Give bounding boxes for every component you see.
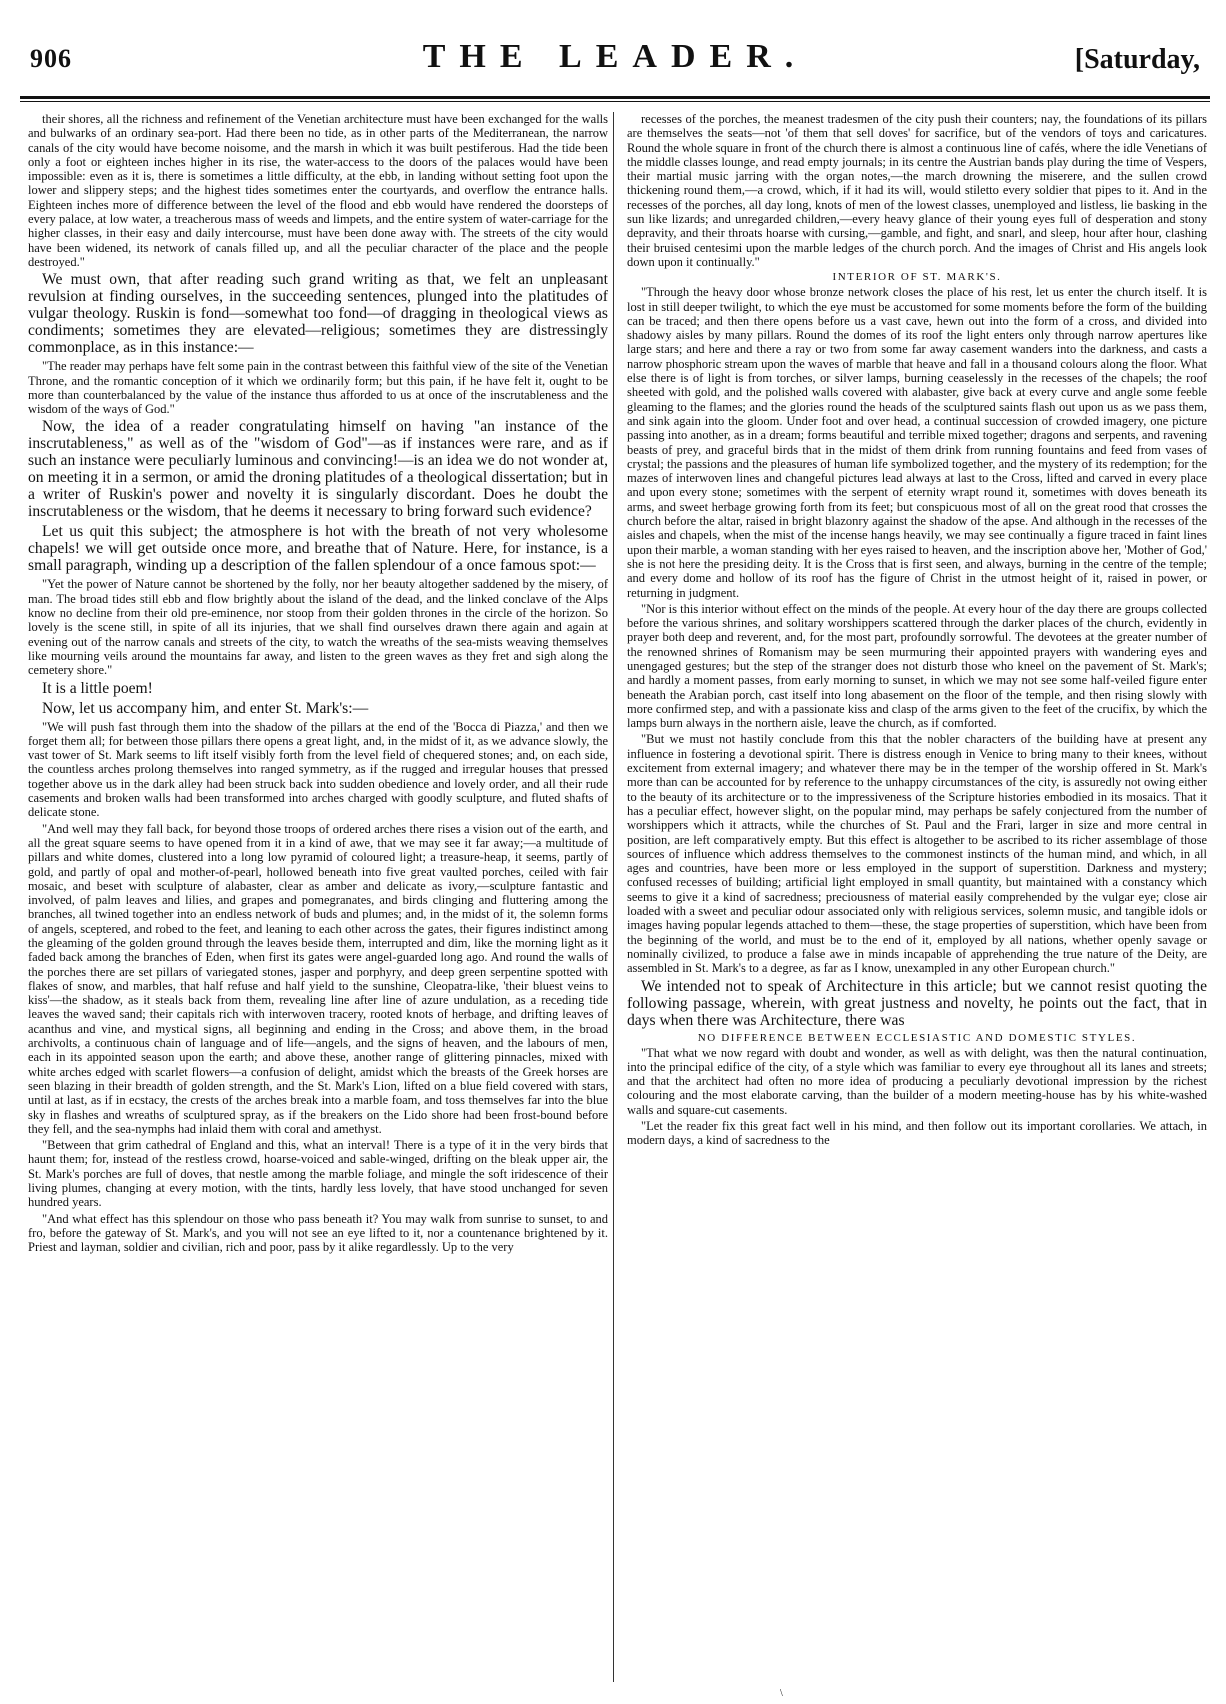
section-heading: INTERIOR OF ST. MARK'S. [832,271,1002,284]
left-column [28,112,608,1692]
quoted-paragraph: "And well may they fall back, for beyond those troops of ordered arches there rises a vision out of the earth, and all the great square seems to have opened from it in a kind of awe, that we may see it far away;—a multitude of pillars and white domes, clustered into a long low pyramid of coloured light; a treasure-heap, it seems, partly of gold, and partly of opal and mother-of-pearl, hollowed beneath into five great vaulted porches, ceiled with fair mosaic, and beset with sculpture of alabaster, clear as amber and delicate as ivory,—sculpture fantastic and involved, of palm leaves and lilies, and grapes and pomegranates, and birds clinging and fluttering among the branches, all twined together into an endless network of buds and plumes; and, in the midst of it, the solemn forms of angels, sceptered, and robed to the feet, and leaning to each other across the gates, their figures indistinct among the gleaming of the golden ground through the leaves beside them, interrupted and dim, like the morning light as it faded back among the branches of Eden, when first its gates were angel-guarded long ago. And round the walls of the porches there are set pillars of variegated stones, jasper and porphyry, and deep green serpentine spotted with flakes of snow, and marbles, that half refuse and half yield to the sunshine, Cleopatra-like, 'their bluest veins to kiss'—the shadow, as it steals back from them, revealing line after line of azure undulation, as a receding tide leaves the waved sand; their capitals rich with interwoven tracery, rooted knots of herbage, and drifting leaves of acanthus and vine, and mystical signs, all beginning and ending in the Cross; and above them, in the broad archivolts, a continuous chain of language and of life—angels, and the signs of heaven, and the labours of men, each in its appointed season upon the earth; and above these, another range of glittering pinnacles, mixed with white arches edged with scarlet flowers—a confusion of delight, amidst which the breasts of the Greek horses are seen blazing in their breadth of golden strength, and the St. Mark's Lion, lifted on a blue field covered with stars, until at last, as if in ecstacy, the crests of the arches break into a marble foam, and toss themselves far into the blue sky in flashes and wreaths of sculptured spray, as if the breakers on the Lido shore had been frost-bound before they fell, and the sea-nymphs had inlaid them with coral and amethyst. [28,821,608,1136]
quoted-paragraph: "Yet the power of Nature cannot be shortened by the folly, nor her beauty altogether saddened by the misery, of man. The broad tides still ebb and flow brightly about the island of the dead, and the linked conclave of the Alps know no decline from their old pre-eminence, nor stoop from their golden thrones in the circle of the horizon. So lovely is the scene still, in spite of all its injuries, that we shall find ourselves drawn there again and again at evening out of the narrow canals and streets of the city, to watch the wreaths of the sea-mists weaving themselves like mourning veils around the mountains far away, and listen to the green waves as they fret and sigh along the cemetery shore." [28,577,608,678]
masthead-rule-thin [20,101,1210,102]
quoted-paragraph: their shores, all the richness and refinement of the Venetian architecture must have been exchanged for the walls and bulwarks of an ordinary sea-port. Had there been no tide, as in other parts of the Mediterranean, the narrow canals of the city would have become noisome, and the marsh in which it was built pestiferous. Had the tide been only a foot or eighteen inches higher in its rise, the water-access to the doors of the palaces would have been impossible: even as it is, there is sometimes a little difficulty, at the ebb, in landing without setting foot upon the lower and slippery steps; and the highest tides sometimes enter the courtyards, and overflow the entrance halls. Eighteen inches more of difference between the level of the flood and ebb would have rendered the doorsteps of every palace, at low water, a treacherous mass of weeds and limpets, and the entire system of water-carriage for the higher classes, in their easy and daily intercourse, must have been done away with. The streets of the city would have been widened, its network of canals filled up, and all the peculiar character of the place and the people destroyed." [28,112,608,269]
body-paragraph: It is a little poem! [42,679,153,697]
section-heading: NO DIFFERENCE BETWEEN ECCLESIASTIC AND DOMESTIC STYLES. [697,1031,1137,1044]
body-paragraph: Let us quit this subject; the atmosphere is hot with the breath of not very wholesome chapels! we will get outside once more, and breathe that of Nature. Here, for instance, is a small paragraph, winding up a description of the fallen splendour of a once famous spot:— [28,523,608,575]
body-paragraph: Now, the idea of a reader congratulating himself on having "an instance of the inscrutableness," as well as of the "wisdom of God"—as if instances were rare, and as if such an instance were peculiarly luminous and convincing!—is an idea we do not wonder at, on meeting it in a sermon, or amid the droning platitudes of a theological dissertation; but in a writer of Ruskin's power and novelty it is singularly discordant. Does he doubt the inscrutableness or the wisdom, that he deems it necessary to bring forward such evidence? [28,418,608,521]
quoted-paragraph: "Nor is this interior without effect on the minds of the people. At every hour of the day there are groups collected before the various shrines, and solitary worshippers scattered through the darker places of the church, evidently in prayer both deep and reverent, and, for the most part, profoundly sorrowful. The devotees at the greater number of the renowned shrines of Romanism may be seen murmuring their appointed prayers with wandering eyes and unengaged gestures; but the step of the stranger does not disturb those who kneel on the pavement of St. Mark's; and hardly a moment passes, from early morning to sunset, in which we may not see some half-veiled figure enter beneath the Arabian porch, cast itself into long abasement on the floor of the temple, and then rising slowly with more confirmed step, and with a passionate kiss and clasp of the arms given to the feet of the crucifix, by which the lamps burn always in the northern aisle, leave the church, as if comforted. [627,601,1207,731]
footer-mark: \ [780,1688,783,1699]
column-divider [613,112,614,1682]
page-number: 906 [30,44,72,73]
quoted-paragraph: "And what effect has this splendour on those who pass beneath it? You may walk from sunrise to sunset, to and fro, before the gateway of St. Mark's, and you will not see an eye lifted to it, nor a countenance brightened by it. Priest and layman, soldier and civilian, rich and poor, pass by it alike regardlessly. Up to the very [28,1211,608,1255]
quoted-paragraph: "Let the reader fix this great fact well in his mind, and then follow out its important corollaries. We attach, in modern days, a kind of sacredness to the [627,1119,1207,1148]
right-column [627,112,1207,1692]
masthead-rule-thick [20,96,1210,99]
quoted-paragraph: recesses of the porches, the meanest tradesmen of the city push their counters; nay, the foundations of its pillars are themselves the seats—not 'of them that sell doves' for sacrifice, but of the vendors of toys and caricatures. Round the whole square in front of the church there is almost a continuous line of cafés, where the idle Venetians of the middle classes lounge, and read empty journals; in its centre the Austrian bands play during the time of Vespers, their martial music jarring with the organ notes,—the march drowning the miserere, and the sullen crowd thickening round them,—a crowd, which, if it had its will, would stiletto every soldier that pipes to it. And in the recesses of the porches, all day long, knots of men of the lowest classes, unemployed and listless, lie basking in the sun like lizards; and unregarded children,—every heavy glance of their young eyes full of desperation and stony depravity, and their throats hoarse with cursing,—gamble, and fight, and snarl, and sleep, hour after hour, clashing their bruised centesimi upon the marble ledges of the church porch. And the images of Christ and His angels look down upon it continually." [627,112,1207,269]
body-paragraph: We must own, that after reading such grand writing as that, we felt an unpleasant revulsion at finding ourselves, in the succeeding sentences, plunged into the platitudes of vulgar theology. Ruskin is fond—somewhat too fond—of dragging in theological views as condiments; sometimes they are elevated—religious; sometimes they are distressingly commonplace, as in this instance:— [28,271,608,357]
issue-day: [Saturday, [1074,44,1200,75]
quoted-paragraph: "The reader may perhaps have felt some pain in the contrast between this faithful view of the site of the Venetian Throne, and the romantic conception of it which we ordinarily form; but this pain, if he have felt it, ought to be more than counterbalanced by the value of the instance thus afforded to us at once of the inscrutableness and the wisdom of the ways of God." [28,359,608,417]
quoted-paragraph: "That what we now regard with doubt and wonder, as well as with delight, was then the natural continuation, into the principal edifice of the city, of a style which was familiar to every eye throughout all its lanes and streets; and that the architect had often no more idea of producing a peculiarly devotional impression by the richest colouring and the most elaborate carving, than the builder of a modern meeting-house has by his white-washed walls and square-cut casements. [627,1045,1207,1117]
body-paragraph: Now, let us accompany him, and enter St. Mark's:— [42,699,369,717]
quoted-paragraph: "Between that grim cathedral of England and this, what an interval! There is a type of it in the very birds that haunt them; for, instead of the restless crowd, hoarse-voiced and sable-winged, drifting on the bleak upper air, the St. Mark's porches are full of doves, that nestle among the marble foliage, and mingle the soft iridescence of their living plumes, changing at every motion, with the tints, hardly less lovely, that have stood unchanged for seven hundred years. [28,1138,608,1210]
quoted-paragraph: "We will push fast through them into the shadow of the pillars at the end of the 'Bocca di Piazza,' and then we forget them all; for between those pillars there opens a great light, and, in the midst of it, as we advance slowly, the vast tower of St. Mark seems to lift itself visibly forth from the level field of chequered stones; and, on each side, the countless arches prolong themselves into ranged symmetry, as if the rugged and irregular houses that pressed together above us in the dark alley had been struck back into sudden obedience and lovely order, and all their rude casements and broken walls had been transformed into arches charged with goodly sculpture, and fluted shafts of delicate stone. [28,719,608,820]
masthead [20,38,1210,96]
newspaper-title: THE LEADER. [422,38,808,75]
body-paragraph: We intended not to speak of Architecture in this article; but we cannot resist quoting the following passage, wherein, with great justness and novelty, he points out the fact, that in days when there was Architecture, there was [627,977,1207,1029]
quoted-paragraph: "But we must not hastily conclude from this that the nobler characters of the building have at present any influence in fostering a devotional spirit. There is distress enough in Venice to bring many to their knees, without excitement from external imagery; and whatever there may be in the temper of the worship offered in St. Mark's more than can be accounted for by reference to the unhappy circumstances of the city, is assuredly not owing either to the beauty of its architecture or to the impressiveness of the Scripture histories embodied in its mosaics. That it has a peculiar effect, however slight, on the popular mind, may perhaps be safely conjectured from the number of worshippers which it attracts, while the churches of St. Paul and the Frari, larger in size and more central in position, are left comparatively empty. But this effect is altogether to be ascribed to its richer assemblage of those sources of influence which address themselves to the commonest instincts of the human mind, and which, in all ages and countries, have been more or less employed in the support of superstition. Darkness and mystery; confused recesses of building; artificial light employed in small quantity, but maintained with a constancy which seems to give it a kind of sacredness; preciousness of material easily comprehended by the vulgar eye; close air loaded with a sweet and peculiar odour associated only with religious services, solemn music, and tangible idols or images having popular legends attached to them—these, the stage properties of superstition, which have been from the beginning of the world, and must be to the end of it, employed by all nations, whether openly savage or nominally civilized, to produce a false awe in minds incapable of apprehending the true nature of the Deity, are assembled in St. Mark's to a degree, as far as I know, unexampled in any other European church." [627,732,1207,976]
quoted-paragraph: "Through the heavy door whose bronze network closes the place of his rest, let us enter the church itself. It is lost in still deeper twilight, to which the eye must be accustomed for some moments before the form of the building can be traced; and then there opens before us a vast cave, hewn out into the form of a cross, and divided into shadowy aisles by many pillars. Round the domes of its roof the light enters only through narrow apertures like large stars; and here and there a ray or two from some far away casement wanders into the darkness, and casts a narrow phosphoric stream upon the waves of marble that heave and fall in a thousand colours along the floor. What else there is of light is from torches, or silver lamps, burning ceaselessly in the recesses of the chapels; the roof sheeted with gold, and the polished walls covered with alabaster, give back at every curve and angle some feeble gleaming to the flames; and the glories round the heads of the sculptured saints flash out upon us as we pass them, and sink again into the gloom. Under foot and over head, a continual succession of crowded imagery, one picture passing into another, as in a dream; forms beautiful and terrible mixed together; dragons and serpents, and ravening beasts of prey, and graceful birds that in the midst of them drink from running fountains and feed from vases of crystal; the passions and the pleasures of human life symbolized together, and the mystery of its redemption; for the mazes of interwoven lines and changeful pictures lead always at last to the Cross, lifted and carved in every place and upon every stone; sometimes with the serpent of eternity wrapt round it, sometimes with doves beneath its arms, and sweet herbage growing forth from its feet; but conspicuous most of all on the great rood that crosses the church before the altar, raised in bright blazonry against the shadow of the apse. And although in the recesses of the aisles and chapels, when the mist of the incense hangs heavily, we may see continually a figure traced in faint lines upon their marble, a woman standing with her eyes raised to heaven, and the inscription above her, 'Mother of God,' she is not here the presiding deity. It is the Cross that is first seen, and always, burning in the centre of the temple; and every dome and hollow of its roof has the figure of Christ in the utmost height of it, raised in power, or returning in judgment. [627,285,1207,600]
